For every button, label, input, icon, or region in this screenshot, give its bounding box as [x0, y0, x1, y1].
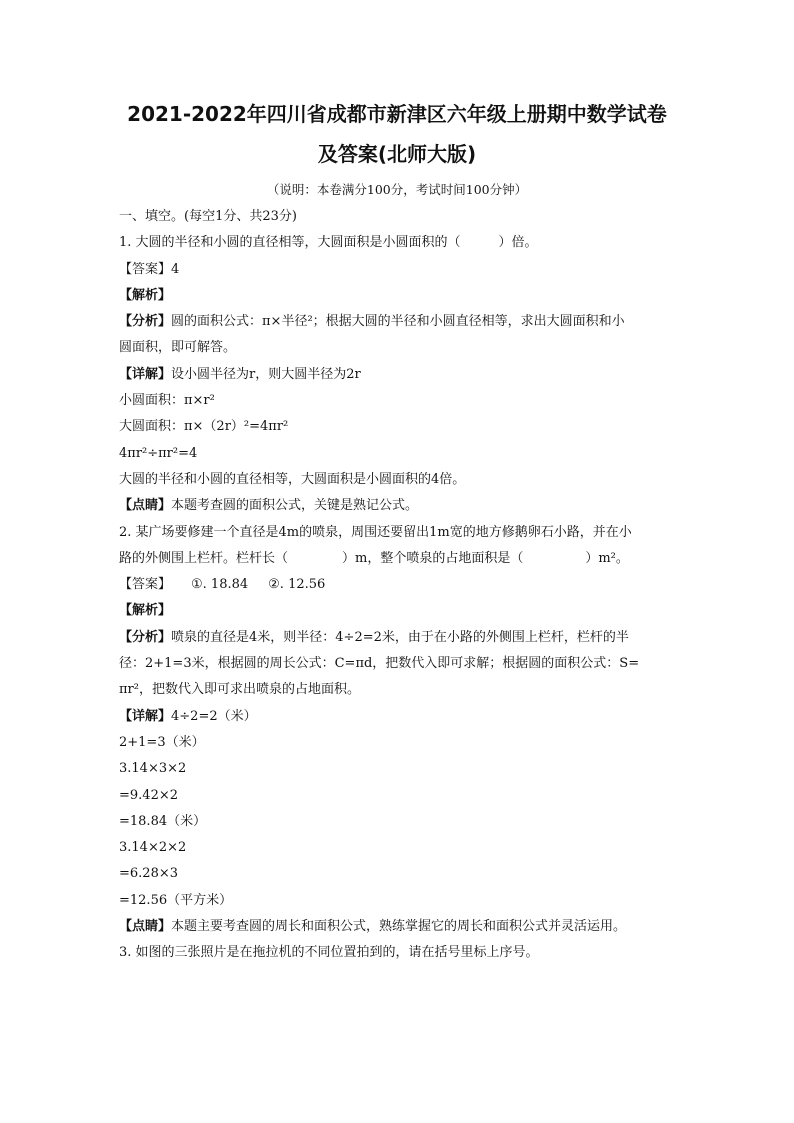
q2-question-part-1: 路的外侧围上栏杆。栏杆长（: [119, 550, 289, 566]
q2-fenxi-text-1: 喷泉的直径是4米，则半径：4÷2=2米，由于在小路的外侧围上栏杆，栏杆的半: [171, 629, 629, 645]
q1-detail-text-4: 4πr²÷πr²=4: [119, 445, 198, 461]
q2-analysis-label: 【解析】: [119, 603, 172, 619]
q1-question-tail: ）倍。: [498, 235, 538, 251]
q1-detail: [119, 362, 679, 388]
q1-detail-text-3: 大圆面积：π×（2r）²=4πr²: [119, 419, 289, 435]
q1-comment: [119, 493, 679, 519]
q2-calc-2: 3.14×3×2: [119, 761, 187, 777]
detail-label: 【详解】: [119, 708, 172, 724]
section-heading: 一、填空。(每空1分、共23分): [119, 209, 297, 224]
q1-question: [119, 230, 679, 256]
q2-detail-text-1: 4÷2=2（米）: [171, 708, 257, 724]
document-title-line-1: 2021-2022年四川省成都市新津区六年级上册期中数学试卷: [127, 102, 667, 126]
comment-label: 【点睛】: [119, 919, 172, 935]
q2-calc-7: =12.56（平方米）: [119, 892, 233, 908]
q2-question-part-3: ）m²。: [585, 550, 629, 566]
q2-fenxi-text-2: 径：2+1=3米，根据圆的周长公式：C=πd，把数代入即可求解；根据圆的面积公式：S=: [119, 656, 640, 672]
q2-question-part-2: ）m，整个喷泉的占地面积是（: [342, 550, 524, 566]
detail-label: 【详解】: [119, 366, 172, 382]
q2-fenxi-text-3: πr²，把数代入即可求出喷泉的占地面积。: [119, 682, 360, 698]
answer-label: 【答案】: [119, 261, 172, 277]
comment-label: 【点睛】: [119, 498, 172, 514]
q1-detail-text-1: 设小圆半径为r，则大圆半径为2r: [171, 366, 361, 382]
q2-calc-6: =6.28×3: [119, 866, 179, 882]
q2-fenxi: [119, 625, 679, 651]
q1-question-text: 1. 大圆的半径和小圆的直径相等，大圆面积是小圆面积的（: [119, 235, 461, 251]
document-subtitle: （说明：本卷满分100分，考试时间100分钟）: [266, 182, 528, 197]
fenxi-label: 【分析】: [119, 314, 172, 330]
fenxi-label: 【分析】: [119, 629, 172, 645]
q2-calc-3: =9.42×2: [119, 787, 179, 803]
q1-detail-text-5: 大圆的半径和小圆的直径相等，大圆面积是小圆面积的4倍。: [119, 471, 466, 487]
q1-analysis-label: 【解析】: [119, 287, 172, 303]
q2-question-line-1: 2. 某广场要修建一个直径是4m的喷泉，周围还要留出1m宽的地方修鹅卵石小路，并在小: [119, 524, 632, 540]
q2-answer-1: ①. 18.84: [191, 577, 249, 593]
q1-fenxi-text-2: 圆面积，即可解答。: [119, 340, 237, 356]
q1-comment-text: 本题考查圆的面积公式，关键是熟记公式。: [171, 498, 419, 514]
q2-detail: [119, 704, 679, 730]
q2-comment-text: 本题主要考查圆的周长和面积公式，熟练掌握它的周长和面积公式并灵活运用。: [171, 919, 627, 935]
q3-question: 3. 如图的三张照片是在拖拉机的不同位置拍到的，请在括号里标上序号。: [119, 945, 539, 961]
q2-calc-5: 3.14×2×2: [119, 840, 187, 856]
q2-calc-1: 2+1=3（米）: [119, 734, 205, 750]
document-title-line-2: 及答案(北师大版): [317, 142, 477, 166]
answer-label: 【答案】: [119, 577, 172, 593]
q1-answer-value: 4: [171, 261, 180, 277]
q1-answer: [119, 257, 679, 283]
document-content: [119, 204, 679, 967]
q2-comment: [119, 914, 679, 940]
q1-fenxi: [119, 309, 679, 335]
q2-answer-2: ②. 12.56: [268, 577, 326, 593]
q1-detail-text-2: 小圆面积：π×r²: [119, 393, 215, 409]
q2-question-line-2: [119, 546, 679, 572]
q1-fenxi-text-1: 圆的面积公式：π×半径²；根据大圆的半径和小圆直径相等，求出大圆面积和小: [171, 314, 625, 330]
q2-calc-4: =18.84（米）: [119, 813, 207, 829]
q2-answer: [119, 572, 679, 598]
